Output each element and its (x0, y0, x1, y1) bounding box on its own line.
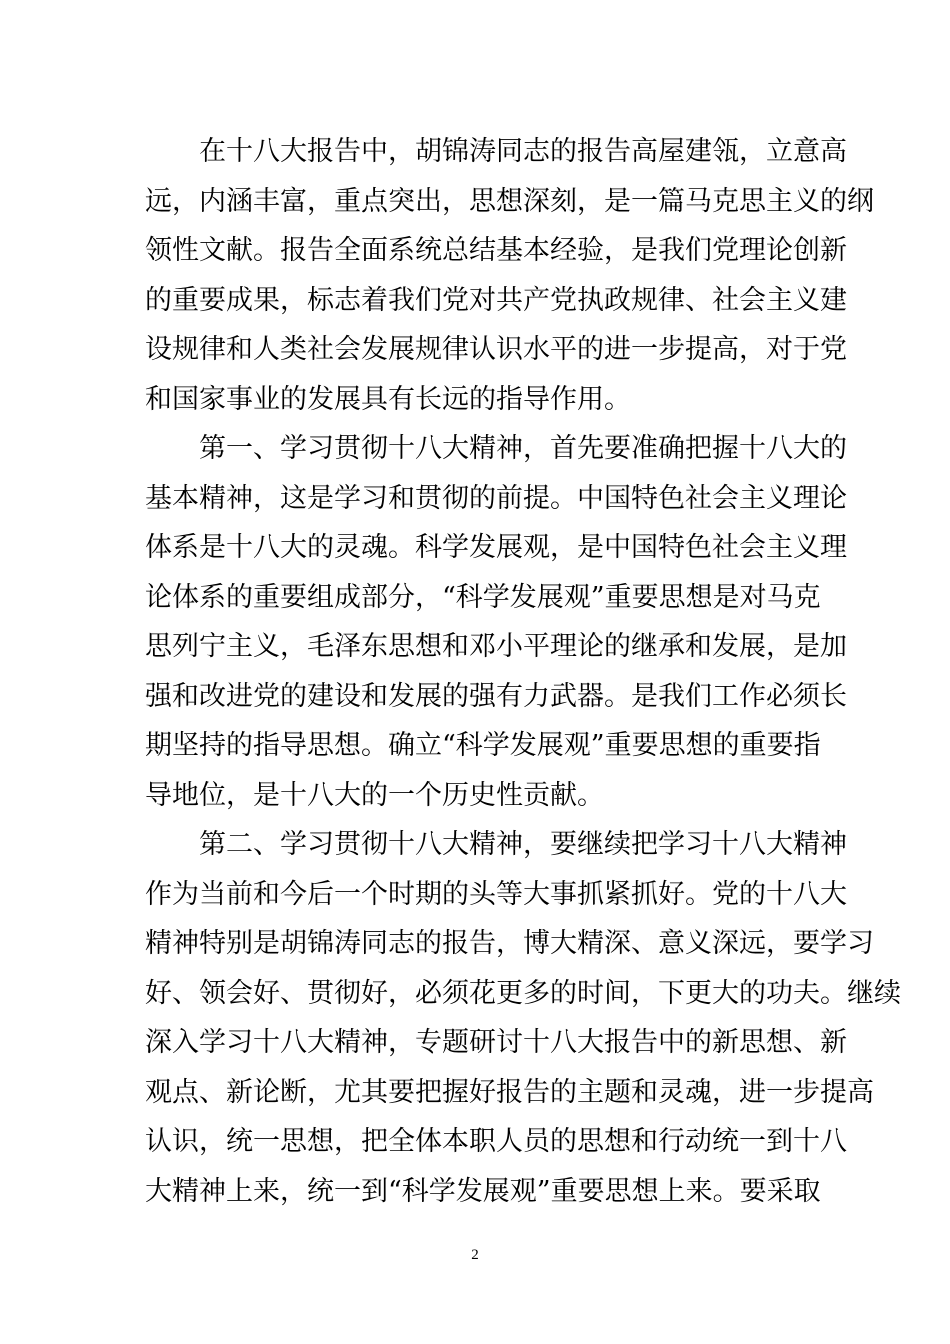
paragraph-2 (145, 424, 847, 820)
text-line: 强和改进党的建设和发展的强有力武器。是我们工作必须长 (145, 680, 847, 712)
text-line: 大精神上来，统一到“科学发展观”重要思想上来。要采取 (145, 1175, 821, 1207)
text-line: 基本精神，这是学习和贯彻的前提。中国特色社会主义理论 (145, 482, 847, 514)
page-number: 2 (471, 1247, 479, 1263)
text-line: 导地位，是十八大的一个历史性贡献。 (145, 779, 604, 811)
text-line: 期坚持的指导思想。确立“科学发展观”重要思想的重要指 (145, 730, 821, 761)
text-line: 思列宁主义，毛泽东思想和邓小平理论的继承和发展，是加 (145, 631, 847, 662)
text-line: 在十八大报告中，胡锦涛同志的报告高屋建瓴，立意高 (199, 136, 847, 167)
text-line: 作为当前和今后一个时期的头等大事抓紧抓好。党的十八大 (145, 878, 847, 910)
text-line: 远，内涵丰富，重点突出，思想深刻，是一篇马克思主义的纲 (145, 185, 874, 217)
text-line: 第一、学习贯彻十八大精神，首先要准确把握十八大的 (199, 433, 847, 464)
text-line: 第二、学习贯彻十八大精神，要继续把学习十八大精神 (199, 829, 847, 860)
text-line: 的重要成果，标志着我们党对共产党执政规律、社会主义建 (145, 284, 847, 316)
paragraph-3 (145, 820, 901, 1216)
text-line: 和国家事业的发展具有长远的指导作用。 (145, 383, 631, 415)
text-line: 好、领会好、贯彻好，必须花更多的时间，下更大的功夫。继续 (145, 977, 901, 1009)
text-line: 设规律和人类社会发展规律认识水平的进一步提高，对于党 (145, 334, 847, 365)
text-line: 论体系的重要组成部分，“科学发展观”重要思想是对马克 (145, 581, 821, 613)
text-line: 体系是十八大的灵魂。科学发展观，是中国特色社会主义理 (145, 532, 847, 563)
text-line: 精神特别是胡锦涛同志的报告，博大精深、意义深远，要学习 (145, 928, 874, 959)
text-line: 认识，统一思想，把全体本职人员的思想和行动统一到十八 (145, 1126, 847, 1157)
text-line: 深入学习十八大精神，专题研讨十八大报告中的新思想、新 (145, 1027, 847, 1058)
document-body (145, 127, 901, 1216)
text-line: 领性文献。报告全面系统总结基本经验，是我们党理论创新 (145, 235, 847, 266)
paragraph-1 (145, 127, 874, 424)
text-line: 观点、新论断，尤其要把握好报告的主题和灵魂，进一步提高 (145, 1076, 874, 1108)
